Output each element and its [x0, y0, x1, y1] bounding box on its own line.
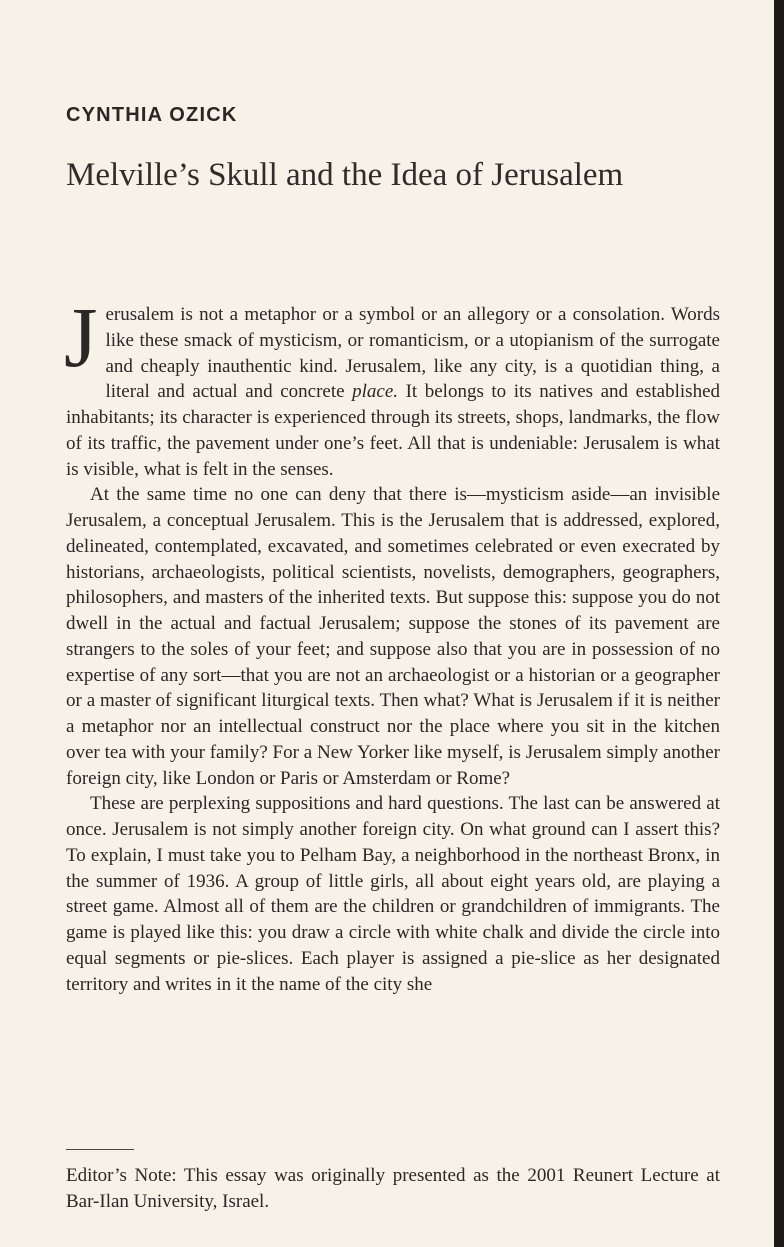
author-name: CYNTHIA OZICK: [66, 104, 238, 126]
paragraph-2: At the same time no one can deny that there is—mysticism aside—an invisible Jerusalem, a conceptual Jerusalem. This is the Jerusalem that is addressed, explored, delineated, contemplated, excavated, and sometimes celebrated or even execrated by historians, archaeologists, political scientists, novelists, demographers, geographers, philosophers, and masters of the inherited texts. But suppose this: suppose you do not dwell in the actual and factual Jerusalem; suppose the stones of its pavement are strangers to the soles of your feet; and suppose also that you are in possession of no expertise of any sort—that you are not an archaeologist or a historian or a geographer or a master of significant liturgical texts. Then what? What is Jerusalem if it is neither a metaphor nor an intellectual construct nor the place where you sit in the kitchen over tea with your family? For a New Yorker like myself, is Jerusalem simply another foreign city, like London or Paris or Amsterdam or Rome?: [66, 484, 720, 789]
paragraph-1-text: erusalem is not a metaphor or a symbol or an allegory or a consolation. Words like these smack of mysticism, or romanticism, or a utopianism of the surrogate and cheaply inauthentic kind. Jerusalem, like any city, is a quotidian thing, a literal and actual and concrete: [105, 304, 720, 403]
editors-note: Editor’s Note: This essay was originally presented as the 2001 Reunert Lecture at Bar-Ilan University, Israel.: [66, 1165, 720, 1212]
paragraph-1: [64, 289, 720, 482]
paragraph-1-tail: It belongs to its natives and established inhabitants; its character is experienced through its streets, shops, landmarks, the flow of its traffic, the pavement under one’s feet. All that is undeniable: Jerusalem is what is visible, what is felt in the senses.: [66, 381, 720, 480]
essay-body: [64, 289, 720, 997]
drop-cap: J: [64, 289, 98, 385]
page-edge: [774, 0, 784, 1247]
paragraph-3: These are perplexing suppositions and hard questions. The last can be answered at once. Jerusalem is not simply another foreign city. On what ground can I assert this? To explain, I must take you to Pelham Bay, a neighborhood in the northeast Bronx, in the summer of 1936. A group of little girls, all about eight years old, are playing a street game. Almost all of them are the children or grandchildren of immigrants. The game is played like this: you draw a circle with white chalk and divide the circle into equal segments or pie-slices. Each player is assigned a pie-slice as her designated territory and writes in it the name of the city she: [66, 793, 720, 995]
footnote-rule: [66, 1149, 134, 1150]
essay-title: Melville’s Skull and the Idea of Jerusalem: [66, 157, 624, 193]
emphasis-place: place.: [352, 381, 399, 403]
